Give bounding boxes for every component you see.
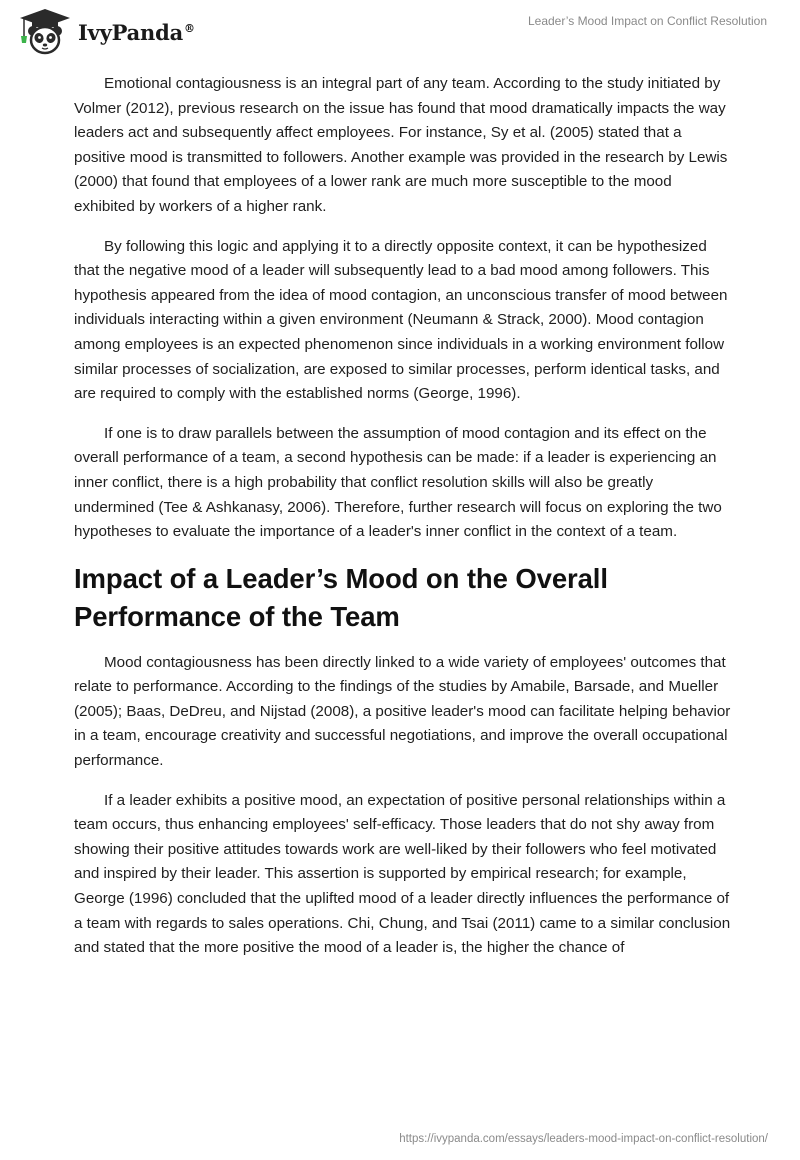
brand-name: IvyPanda® <box>78 19 195 45</box>
section-heading: Impact of a Leader’s Mood on the Overall Performance of the Team <box>74 562 608 632</box>
brand-logo[interactable] <box>14 6 195 60</box>
paragraph: If a leader exhibits a positive mood, an expectation of positive personal relationships within a team occurs, thus enhancing employees' self-efficacy. Those leaders that do not shy away from showing their positive attitudes towards work are well-liked by their followers who feel motivated and inspired by their leader. This assertion is supported by empirical research; for example, George (1996) concluded that the uplifted mood of a leader directly influences the performance of a team with regards to sales operations. Chi, Chung, and Tsai (2011) came to a similar conclusion and stated that the more positive the mood of a leader is, the higher the chance of <box>74 791 731 957</box>
essay-body <box>74 72 734 976</box>
panda-graduate-logo-icon <box>14 6 76 60</box>
page-header <box>0 0 800 70</box>
registered-mark: ® <box>184 21 195 35</box>
paragraph: If one is to draw parallels between the assumption of mood contagion and its effect on the overall performance of a team, a second hypothesis can be made: if a leader is experiencing an inner conflict, there is a high probability that conflict resolution skills will also be greatly undermined (Tee & Ashkanasy, 2006). Therefore, further research will focus on exploring the two hypotheses to evaluate the importance of a leader's inner conflict in the context of a team. <box>74 424 722 541</box>
document-title: Leader’s Mood Impact on Conflict Resolution <box>527 14 767 28</box>
paragraph: Mood contagiousness has been directly linked to a wide variety of employees' outcomes that relate to performance. According to the findings of the studies by Amabile, Barsade, and Mueller (2005); Baas, DeDreu, and Nijstad (2008), a positive leader's mood can facilitate helping behavior in a team, encourage creativity and successful negotiations, and improve the overall occupational performance. <box>74 653 731 770</box>
paragraph: By following this logic and applying it to a directly opposite context, it can be hypothesized that the negative mood of a leader will subsequently lead to a bad mood among followers. This hypothesis appeared from the idea of mood contagion, an unconscious transfer of mood between individuals interacting within a given environment (Neumann & Strack, 2000). Mood contagion among employees is an expected phenomenon since individuals in a working environment follow similar processes of socialization, are exposed to similar processes, perform identical tasks, and are required to comply with the established norms (George, 1996). <box>74 237 728 403</box>
paragraph: Emotional contagiousness is an integral part of any team. According to the study initiated by Volmer (2012), previous research on the issue has found that mood dramatically impacts the way leaders act and subsequently affect employees. For instance, Sy et al. (2005) stated that a positive mood is transmitted to followers. Another example was provided in the research by Lewis (2000) that found that employees of a lower rank are much more susceptible to the mood exhibited by workers of a higher rank. <box>74 75 728 215</box>
source-url[interactable]: https://ivypanda.com/essays/leaders-mood-impact-on-conflict-resolution/ <box>399 1133 768 1145</box>
